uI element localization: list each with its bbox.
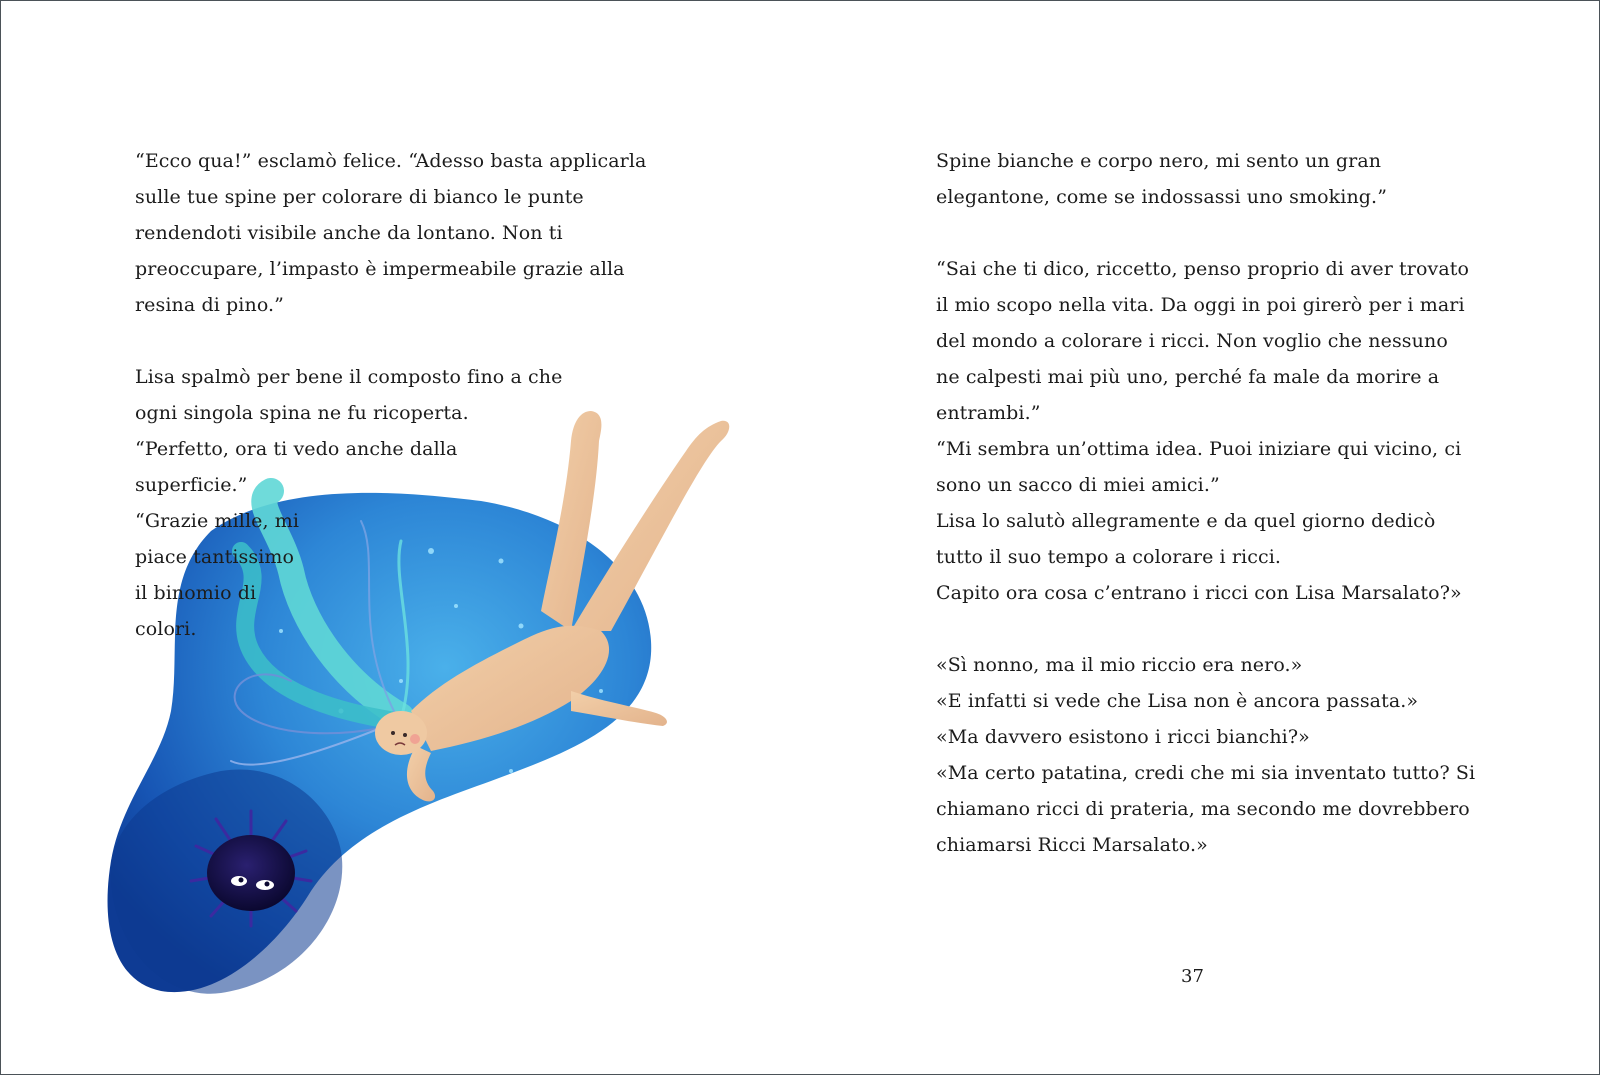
text-line: chiamano ricci di prateria, ma secondo me dovrebbero: [936, 798, 1470, 820]
text-line: rendendoti visibile anche da lontano. Non ti: [135, 222, 563, 244]
text-line: del mondo a colorare i ricci. Non voglio che nessuno: [936, 330, 1448, 352]
text-line: resina di pino.”: [135, 294, 284, 316]
text-line: tutto il suo tempo a colorare i ricci.: [936, 546, 1282, 568]
left-page: [1, 1, 801, 1074]
text-line: elegantone, come se indossassi uno smoking.”: [936, 186, 1388, 208]
text-line: sulle tue spine per colorare di bianco le punte: [135, 186, 584, 208]
right-page: [801, 1, 1599, 1074]
text-line: Spine bianche e corpo nero, mi sento un gran: [936, 150, 1382, 172]
page-number: 37: [1181, 966, 1204, 987]
text-line: Capito ora cosa c’entrano i ricci con Lisa Marsalato?»: [936, 582, 1462, 604]
text-line: «E infatti si vede che Lisa non è ancora passata.»: [936, 690, 1419, 712]
text-line: “Mi sembra un’ottima idea. Puoi iniziare qui vicino, ci: [936, 438, 1462, 460]
paragraph-gap: [936, 611, 1496, 647]
text-line: “Sai che ti dico, riccetto, penso proprio di aver trovato: [936, 258, 1470, 280]
text-line: preoccupare, l’impasto è impermeabile grazie alla: [135, 258, 625, 280]
left-page-text: [135, 143, 655, 647]
paragraph-gap: [936, 215, 1496, 251]
text-line: ogni singola spina ne fu ricoperta.: [135, 402, 469, 424]
text-line: «Sì nonno, ma il mio riccio era nero.»: [936, 654, 1303, 676]
text-line: piace tantissimo: [135, 546, 295, 568]
text-line: ne calpesti mai più uno, perché fa male da morire a: [936, 366, 1440, 388]
text-line: “Ecco qua!” esclamò felice. “Adesso basta applicarla: [135, 150, 647, 172]
text-line: «Ma davvero esistono i ricci bianchi?»: [936, 726, 1310, 748]
text-line: chiamarsi Ricci Marsalato.»: [936, 834, 1208, 856]
text-line: “Perfetto, ora ti vedo anche dalla: [135, 438, 458, 460]
text-line: superficie.”: [135, 474, 248, 496]
text-line: entrambi.”: [936, 402, 1041, 424]
text-line: il mio scopo nella vita. Da oggi in poi girerò per i mari: [936, 294, 1465, 316]
text-line: “Grazie mille, mi: [135, 510, 300, 532]
text-line: sono un sacco di miei amici.”: [936, 474, 1220, 496]
text-line: Lisa lo salutò allegramente e da quel giorno dedicò: [936, 510, 1436, 532]
right-page-text: [936, 143, 1496, 863]
paragraph-gap: [135, 323, 655, 359]
text-line: colori.: [135, 618, 197, 640]
text-line: «Ma certo patatina, credi che mi sia inventato tutto? Si: [936, 762, 1476, 784]
text-line: Lisa spalmò per bene il composto fino a che: [135, 366, 563, 388]
text-line: il binomio di: [135, 582, 257, 604]
